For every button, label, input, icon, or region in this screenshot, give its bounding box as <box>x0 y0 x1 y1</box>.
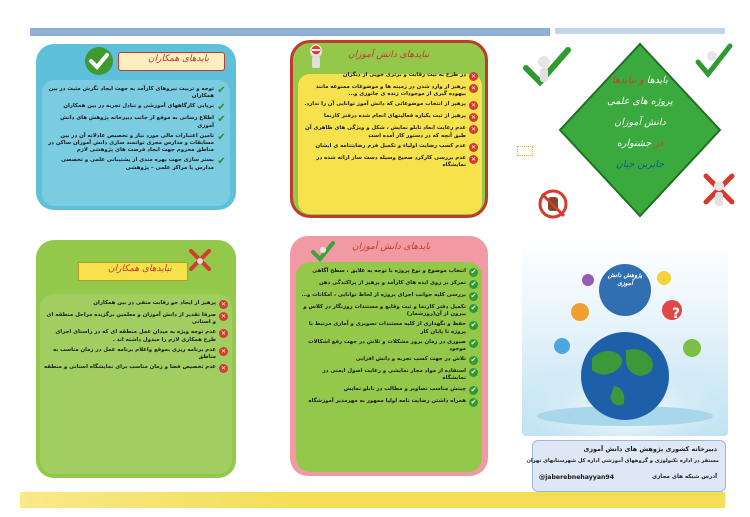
list-item-text: همراه داشتن رضایت نامه اولیا ممهور به مهرمدیر آموزشگاه <box>308 397 466 404</box>
check-icon: ✔ <box>470 368 477 377</box>
list-item <box>44 364 228 373</box>
students-donts-list <box>302 72 478 172</box>
check-icon: ✔ <box>470 397 477 406</box>
list-item <box>300 321 478 335</box>
check-icon: ✔ <box>470 292 477 300</box>
list-item-text: عدم تخصیص فضا و زمان مناسب برای نمایشگاه استانی و منطقه <box>44 364 216 371</box>
list-item-text: چینش مناسب تصاویر و مطالب در تابلو نمایش <box>343 385 466 392</box>
panel-colleagues-dos-title: بایدهای همکاران <box>148 54 209 64</box>
list-item-text: حفظ و نگهداری از کلیه مستندات تصویری و آماری مرتبط با پروژه تا پایان کار <box>308 321 466 335</box>
list-item-text: تلاش در جهت کسب تجربه و دانش افزایی <box>355 356 466 363</box>
cross-icon: ✕ <box>220 330 227 338</box>
list-item <box>302 155 478 169</box>
list-item-text: پرهیز از وارد شدن در زمینه ها و موضوعات ممنوعه مانند بیهوده گیری از موجودات زنده ی جانوری و… <box>315 84 466 98</box>
list-item-text: تامین اعتبارات مالی مورد نیاز و تخصیص عادلانه آن در بین مسابقات و مدارس مجری توانمند سازی دانش آموزان ساکن در مناطق محروم جهت ایجاد فرصت های پژوهشی لازم <box>48 132 214 154</box>
panel-students-dos-title: بایدهای دانش آموزان <box>352 242 431 252</box>
list-item <box>300 339 478 353</box>
org-name: دبیرخانه کشوری پژوهش های دانش آموزی <box>583 445 717 453</box>
list-item <box>300 292 478 301</box>
list-item-text: برپایی کارگاههای آموزشی و تبادل تجربه در بین همکاران <box>63 103 214 110</box>
panel-students-donts-title: نبایدهای دانش آموزان <box>348 50 430 60</box>
check-icon: ✔ <box>217 85 226 96</box>
list-item-text: انتخاب موضوع و نوع پروژه با توجه به علایق ، سطح آگاهی <box>312 268 466 274</box>
list-item-text: در طرح به نیت رقابت و برتری جویی از دیگران <box>342 72 466 78</box>
list-item-text: عدم رعایت ابعاد تابلو نمایش ، شکل و ویژگی های ظاهری آن طبق آنچه که در دستور کار آمده است <box>305 125 466 139</box>
check-icon: ✔ <box>470 280 477 288</box>
list-item-text: صبوری در زمان بروز مشکلات و تلاش در جهت رفع اشکالات موجود <box>308 338 466 353</box>
check-icon: ✔ <box>217 102 226 114</box>
cross-icon: ✕ <box>220 365 227 373</box>
list-item-text: پرهیز از ثبت یکباره فعالیتهای انجام شده درفتر کارنما <box>324 113 466 120</box>
cross-icon: ✕ <box>220 301 227 308</box>
svg-text:?: ? <box>672 306 681 322</box>
list-item <box>302 84 478 98</box>
check-icon: ✔ <box>470 356 477 365</box>
check-icon: ✔ <box>470 268 477 276</box>
cover-title-line <box>580 112 700 133</box>
org-location: مستقر در اداره تکنولوژی و گروههای آموزشی اداره کل شهرستانهای تهران <box>526 458 719 464</box>
list-item-text: صرفا تقدیر از دانش آموزان و معلمین برگزیده مراحل منطقه ای و استانی <box>46 312 216 326</box>
panel-colleagues-donts-title: نبایدهای همکاران <box>108 264 172 274</box>
list-item <box>46 115 226 129</box>
cover-title-part: در <box>651 138 664 149</box>
cover-title-line <box>580 154 700 175</box>
list-item-text: تمرکز بر روی ایده های کارآمد و پرهیز از پراکندگی ذهن <box>318 280 466 286</box>
list-item-text: اطلاع رسانی به موقع از جانب دبیرخانه پژوهش های دانش آموزی <box>60 115 214 129</box>
check-icon: ✔ <box>217 131 226 143</box>
top-band <box>30 28 550 36</box>
list-item-text: بستر سازی جهت بهره مندی از پشتیبانی علمی و تخصصی مدارس یا مراکز علمی – پژوهشی <box>60 157 214 171</box>
check-icon: ✔ <box>470 304 477 312</box>
list-item-text: استفاده از مواد مجاز نمایشی و رعایت اصول ایمنی در نمایشگاه <box>322 368 466 382</box>
list-item <box>44 312 228 326</box>
cross-icon: ✕ <box>470 155 477 163</box>
list-item <box>300 386 478 395</box>
list-item <box>300 398 478 407</box>
cover-title <box>580 70 700 175</box>
cover-title-line <box>580 91 700 112</box>
colleagues-dos-list <box>46 86 226 175</box>
cover-title-part: و <box>636 75 647 86</box>
top-band-right <box>555 28 725 34</box>
contact-info-box <box>526 440 726 492</box>
list-item <box>44 300 228 309</box>
social-label: آدرس شبکه های مجازی <box>651 474 717 480</box>
no-entry-icon <box>302 44 330 70</box>
check-person-icon <box>310 240 336 264</box>
list-item-text: بررسی کلیه جوانب اجرای پروژه از لحاظ توانایی ، امکانات و… <box>301 292 466 298</box>
list-item <box>46 133 226 155</box>
list-item <box>46 86 226 100</box>
list-item <box>300 268 478 277</box>
list-item <box>44 347 228 361</box>
list-item-text: تکمیل دفتر کارنما و ثبت وقایع و مستندات روزنگار در کلاس و بیرون از آن(روزشمار) <box>303 304 466 318</box>
cover-title-part: جابربن حیان <box>615 159 665 170</box>
globe-caption: پژوهش دانش آموزی <box>607 272 643 287</box>
check-icon: ✔ <box>217 156 226 168</box>
bottom-band <box>20 492 725 508</box>
cover-title-part: دانش آموزان <box>614 117 666 128</box>
list-item <box>302 113 478 122</box>
list-item-text: پرهیز از انتخاب موضوعاتی که دانش آموز توانایی آن را ندارد. <box>304 101 466 108</box>
sparkle-decoration <box>517 146 533 156</box>
list-item <box>302 101 478 110</box>
cross-icon <box>188 248 212 274</box>
cover-title-line <box>580 70 700 91</box>
list-item-text: پرهیز از ایجاد جو رقابت منفی در بین همکاران <box>93 300 216 306</box>
list-item <box>300 356 478 365</box>
cross-icon: ✕ <box>470 73 477 80</box>
list-item <box>46 103 226 112</box>
list-item <box>302 125 478 139</box>
globe-image <box>522 238 728 436</box>
cross-icon: ✕ <box>470 102 477 110</box>
cross-icon: ✕ <box>470 143 477 151</box>
check-icon: ✔ <box>217 114 226 126</box>
list-item-text: عدم برنامه ریزی بموقع واعلام برنامه عمل در زمان مناسب به مناطق <box>52 346 216 361</box>
social-handle[interactable]: @jaberebnehayyan94 <box>539 474 615 481</box>
cover-title-part: نبایدها <box>612 75 637 86</box>
list-item <box>300 368 478 382</box>
list-item-text: توجه و تربیت نیروهای کارآمد به جهت ایجاد نگرش مثبت در بین همکاران <box>48 86 214 100</box>
list-item-text: عدم توجه ویژه به میدان عمل منطقه ای که در راستای اجرای طرح همکاری لازم را مبذول داشته اند . <box>55 329 216 343</box>
list-item <box>300 280 478 289</box>
cross-icon: ✕ <box>470 114 477 122</box>
cross-icon: ✕ <box>220 313 227 320</box>
list-item <box>46 157 226 171</box>
cover-title-part: جشنواره <box>616 138 652 149</box>
list-item-text: عدم بررسی کارکرد صحیح وسیله دست ساز ارائه شده در نمایشگاه <box>316 154 466 169</box>
list-item <box>300 304 478 318</box>
cross-icon: ✕ <box>470 126 477 134</box>
list-item-text: عدم کسب رضایت اولیاء و تکمیل فرم رضایتنامه ی ایشان <box>315 142 466 149</box>
cover-title-part: بایدها <box>646 75 668 86</box>
check-icon: ✔ <box>470 338 477 347</box>
check-icon: ✔ <box>470 321 477 330</box>
students-dos-list <box>300 268 478 410</box>
check-icon <box>84 46 114 76</box>
list-item <box>302 72 478 81</box>
check-icon: ✔ <box>470 385 477 394</box>
cover-title-part: پروژه های علمی <box>607 96 673 107</box>
list-item <box>302 143 478 152</box>
cross-icon: ✕ <box>470 85 477 92</box>
list-item <box>44 329 228 343</box>
cover-title-line <box>580 133 700 154</box>
cross-icon: ✕ <box>220 347 227 355</box>
colleagues-donts-list <box>44 300 228 376</box>
